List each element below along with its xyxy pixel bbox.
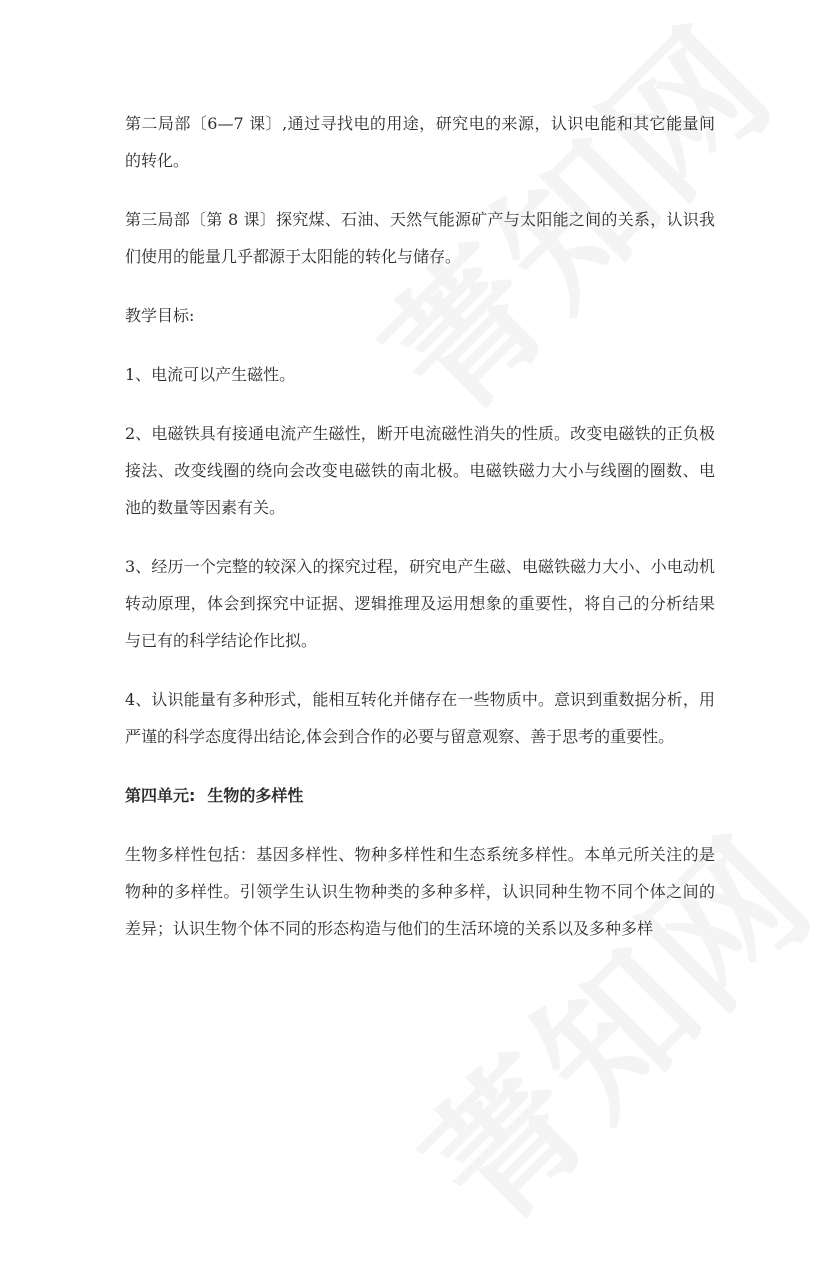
goal-4: 4、认识能量有多种形式，能相互转化并储存在一些物质中。意识到重数据分析，用严谨的科学态度得出结论,体会到合作的必要与留意观察、善于思考的重要性。 [125, 690, 715, 746]
document-body [125, 105, 715, 969]
unit4-label: 第四单元: [125, 786, 196, 805]
goal-1: 1、电流可以产生磁性。 [125, 365, 296, 384]
unit4-title: 生物的多样性 [207, 786, 304, 805]
unit4-heading [125, 777, 715, 814]
teaching-goals-label: 教学目标: [125, 306, 195, 325]
unit4-intro: 生物多样性包括：基因多样性、物种多样性和生态系统多样性。本单元所关注的是物种的多样性。引领学生认识生物种类的多种多样，认识同种生物不同个体之间的差异；认识生物个体不同的形态构造与他们的生活环境的关系以及多种多样 [125, 845, 715, 938]
goal-3: 3、经历一个完整的较深入的探究过程，研究电产生磁、电磁铁磁力大小、小电动机转动原理，体会到探究中证据、逻辑推理及运用想象的重要性，将自己的分析结果与已有的科学结论作比拟。 [125, 557, 715, 650]
goal-2: 2、电磁铁具有接通电流产生磁性，断开电流磁性消失的性质。改变电磁铁的正负极接法、改变线圈的绕向会改变电磁铁的南北极。电磁铁磁力大小与线圈的圈数、电池的数量等因素有关。 [125, 424, 715, 517]
paragraph-part2: 第二局部〔6—7 课〕,通过寻找电的用途，研究电的来源，认识电能和其它能量间的转化。 [125, 114, 715, 170]
paragraph-part3: 第三局部〔第 8 课〕探究煤、石油、天然气能源矿产与太阳能之间的关系，认识我们使用的能量几乎都源于太阳能的转化与储存。 [125, 210, 715, 266]
